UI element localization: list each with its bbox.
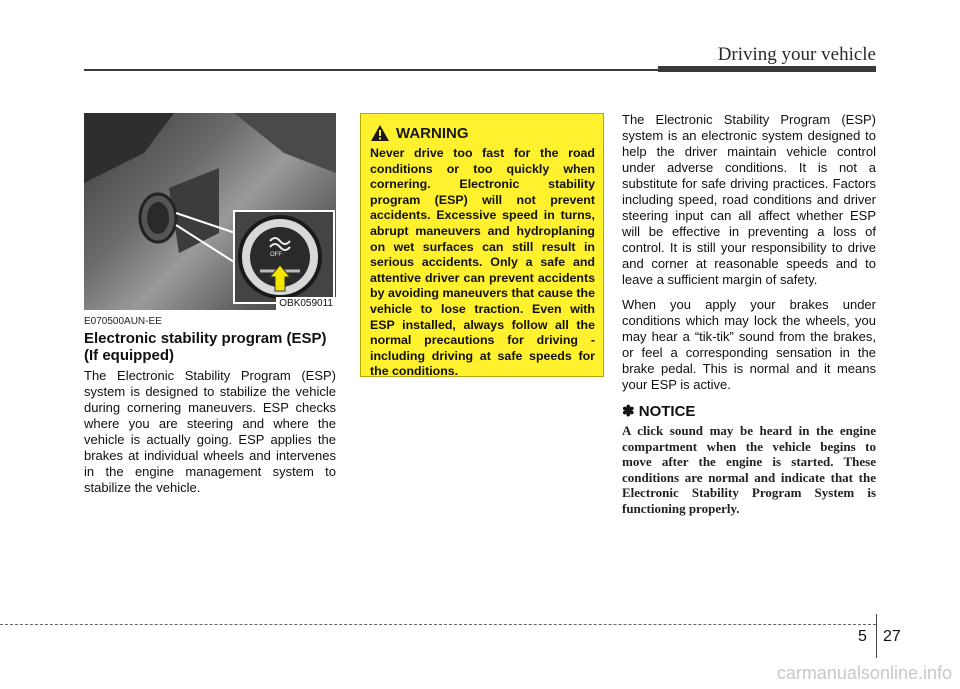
header-rule-accent	[658, 66, 876, 72]
notice-text: A click sound may be heard in the engine compartment when the vehicle begins to move after the engine is started. These conditions are normal and indicate that the Electronic Stability Program System is functioning properly.	[622, 423, 876, 516]
esp-description-paragraph: The Electronic Stability Program (ESP) system is an electronic system designed to help the driver maintain vehicle control under adverse conditions. It is not a substitute for safe driving practices. Factors including speed, road conditions and driver steering input can all affect whether ESP will be effective in preventing a loss of control. It is still your responsibility to drive and corner at reasonable speeds and to leave a sufficient margin of safety.	[622, 112, 876, 287]
section-code: E070500AUN-EE	[84, 316, 162, 327]
chapter-number: 5	[858, 628, 867, 645]
header-section-title: Driving your vehicle	[717, 44, 876, 65]
esp-switch-photo	[84, 113, 336, 310]
intro-paragraph: The Electronic Stability Program (ESP) system is designed to stabilize the vehicle during cornering maneuvers. ESP checks where you are steering and where the vehicle is actually going. ESP applies the brakes at individual wheels and intervenes in the engine management system to stabilize the vehicle.	[84, 368, 336, 495]
footer-rule	[0, 624, 876, 625]
watermark: carmanualsonline.info	[776, 663, 952, 683]
page-separator	[876, 614, 877, 658]
photo-switch-label: OFF	[270, 252, 282, 258]
section-title: Electronic stability program (ESP) (If equipped)	[84, 330, 327, 364]
photo-code: OBK059011	[276, 297, 336, 310]
brake-sound-paragraph: When you apply your brakes under conditions which may lock the wheels, you may hear a “tik-tik” sound from the brakes, or feel a corresponding sensation in the brake pedal. This is normal and it means your ESP is active.	[622, 297, 876, 392]
warning-box	[360, 113, 604, 377]
notice-title: ✽ NOTICE	[622, 403, 696, 420]
warning-title: WARNING	[396, 124, 469, 142]
warning-triangle-icon	[370, 124, 390, 142]
warning-header	[370, 124, 595, 142]
page-number: 27	[883, 628, 901, 645]
warning-text: Never drive too fast for the road conditions or too quickly when cornering. Electronic stability program (ESP) will not prevent accidents. Excessive speed in turns, abrupt maneuvers and hydroplaning on wet surfaces can still result in serious accidents. Only a safe and attentive driver can prevent accidents by avoiding maneuvers that cause the vehicle to lose traction. Even with ESP installed, always follow all the normal precautions for driving - including driving at safe speeds for the conditions.	[370, 146, 595, 379]
